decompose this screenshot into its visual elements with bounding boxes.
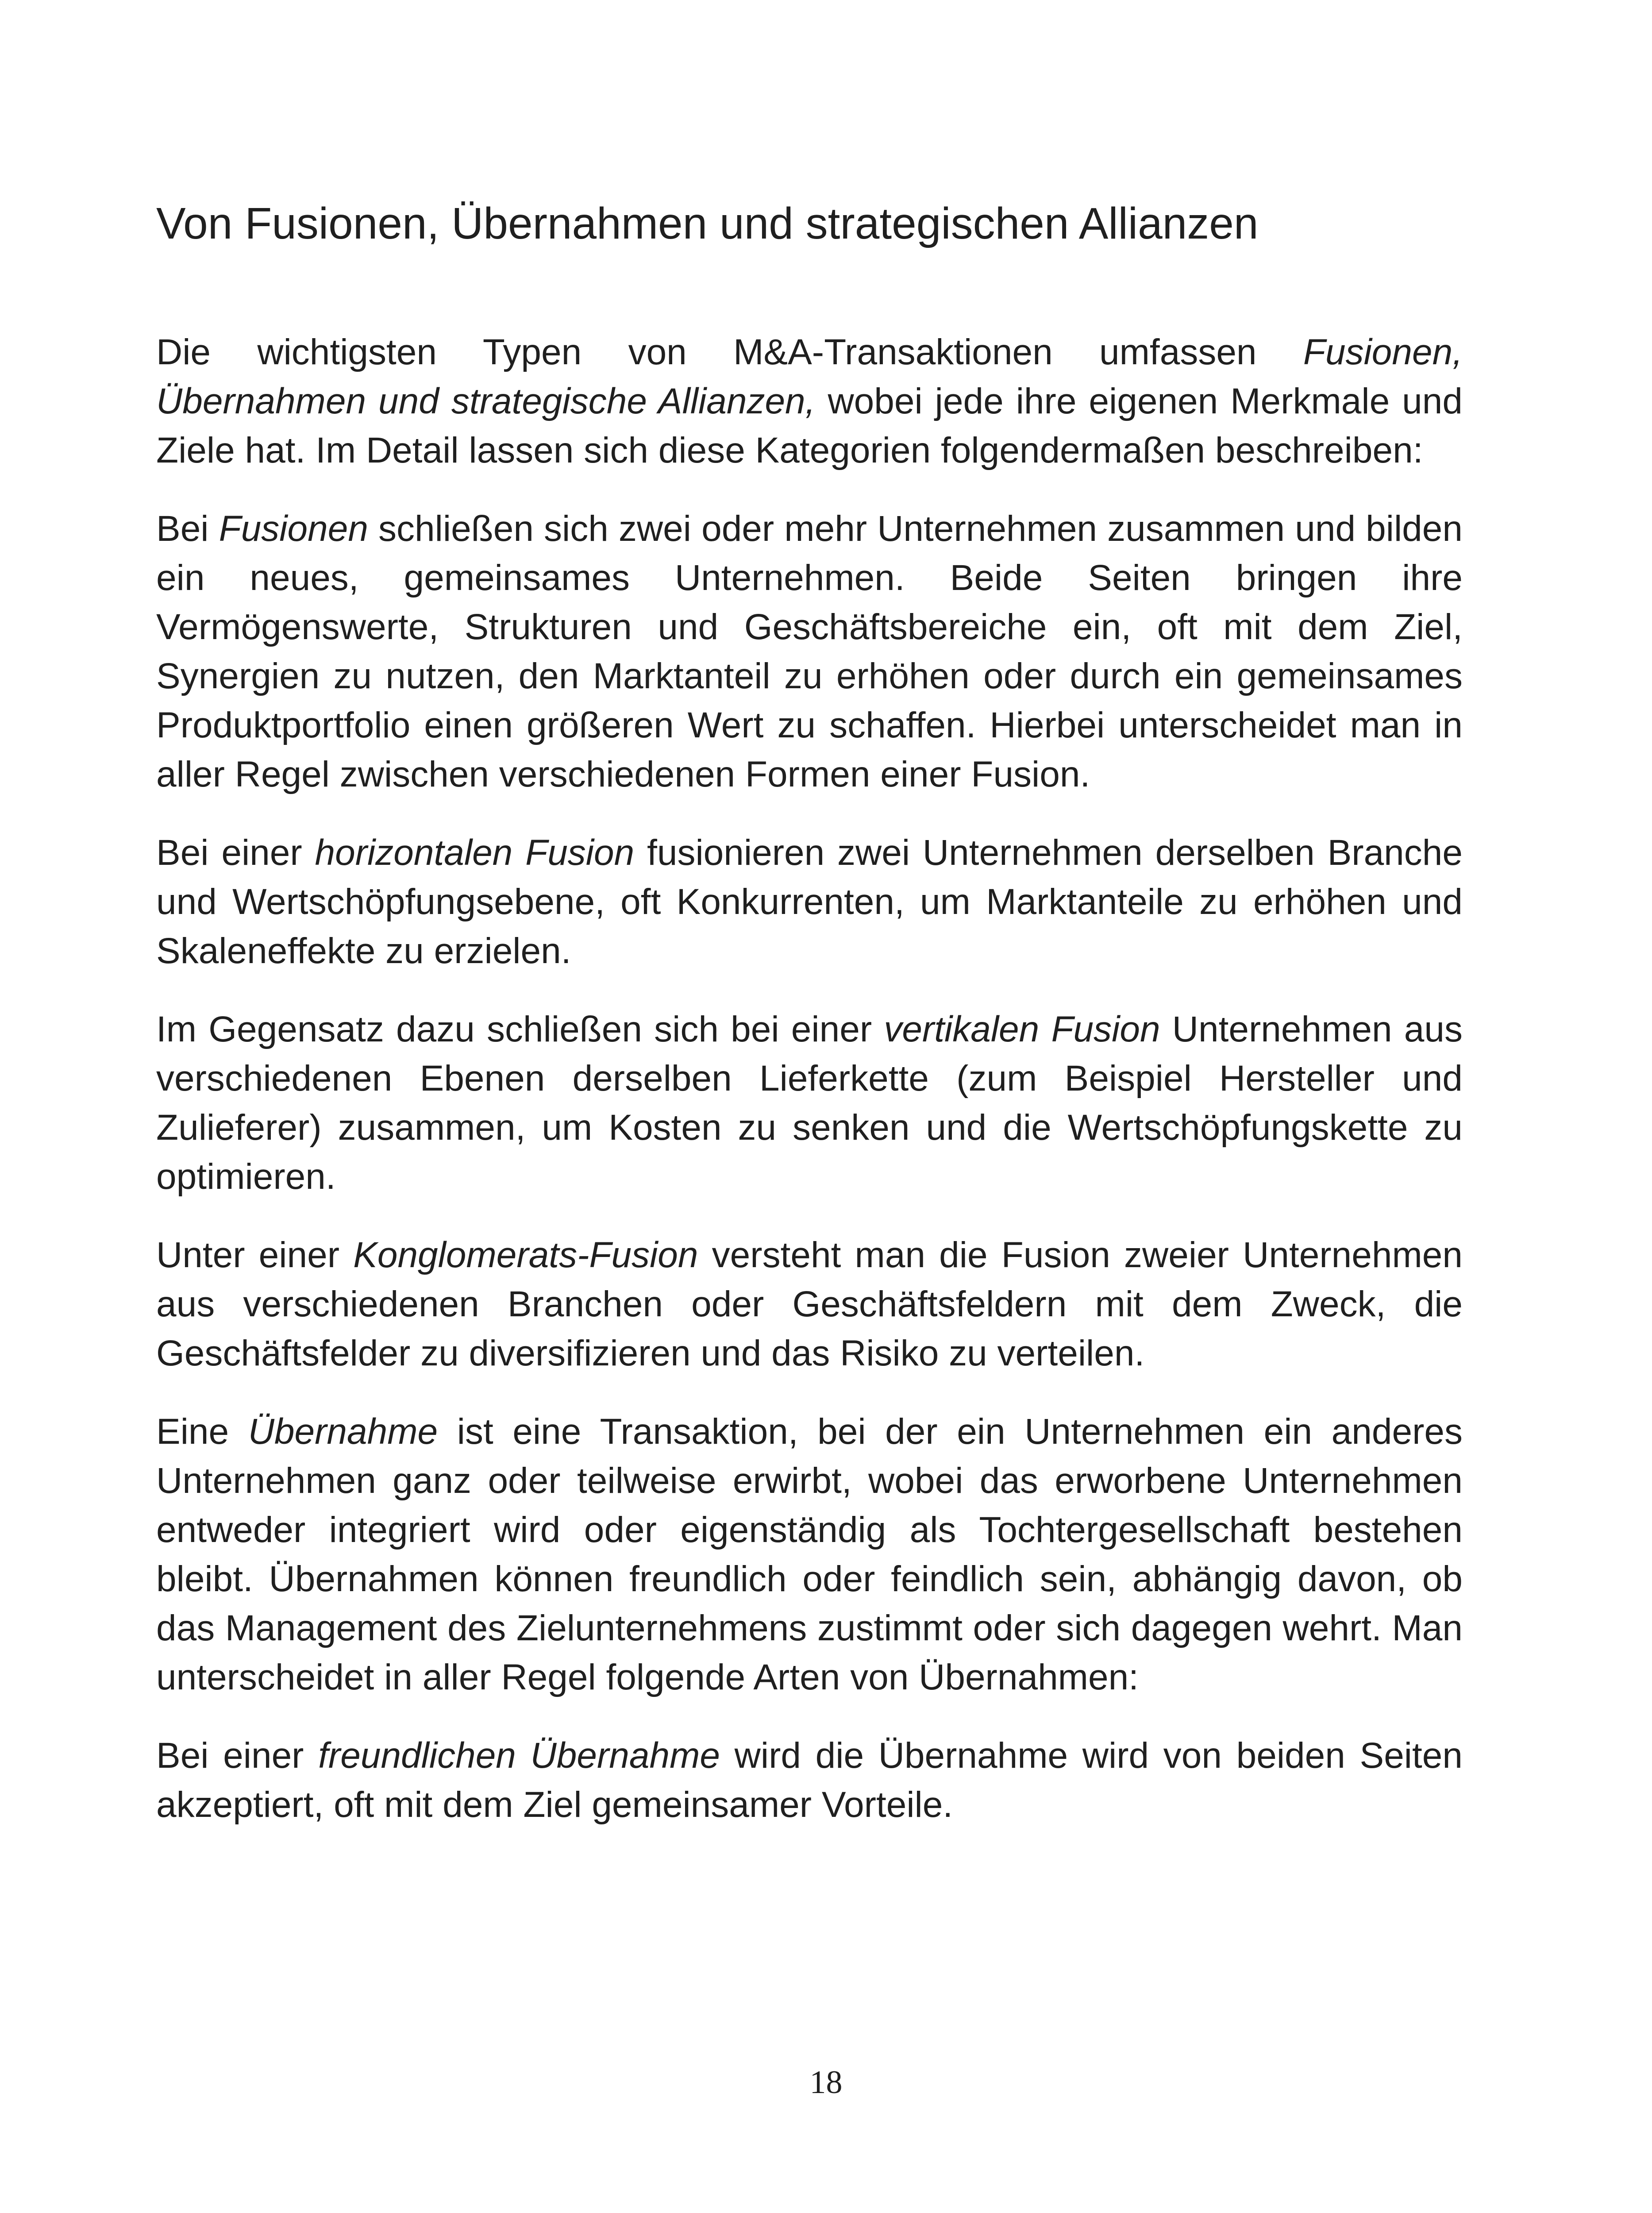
emphasized-term: Übernahme [248,1411,438,1452]
text-run: Bei einer [156,1735,319,1776]
body-text [156,328,1463,1858]
section-heading: Von Fusionen, Übernahmen und strategischen Allianzen [156,199,1259,248]
text-run: fusionieren zwei Unternehmen derselben Branche und Wertschöpfungsebene, oft Konkurrenten, um Marktanteile zu erhöhen und Skaleneffekte zu erzielen. [156,833,1463,971]
paragraph [156,1731,1463,1829]
paragraph [156,328,1463,475]
page-number: 18 [809,2064,843,2101]
emphasized-term: Fusionen [219,509,368,549]
text-run: ist eine Transaktion, bei der ein Unternehmen ein anderes Unternehmen ganz oder teilweise erwirbt, wobei das erworbene Unternehmen entweder integriert wird oder eigenständig als Tochtergesellschaft bestehen bleibt. Übernahmen können freundlich oder feindlich sein, abhängig davon, ob das Management des Zielunternehmens zustimmt oder sich dagegen wehrt. Man unterscheidet in aller Regel folgende Arten von Übernahmen: [156,1411,1463,1697]
text-run: wird die Übernahme wird von beiden Seiten akzeptiert, oft mit dem Ziel gemeinsamer Vorteile. [156,1735,1463,1825]
text-run: Unternehmen aus verschiedenen Ebenen derselben Lieferkette (zum Beispiel Hersteller und Zulieferer) zusammen, um Kosten zu senken und die Wertschöpfungskette zu optimieren. [156,1009,1463,1197]
text-run: Bei einer [156,833,315,873]
emphasized-term: freundlichen Übernahme [318,1735,720,1776]
paragraph [156,504,1463,799]
text-run: Unter einer [156,1235,354,1275]
emphasized-term: Konglomerats-Fusion [353,1235,698,1275]
text-run: schließen sich zwei oder mehr Unternehmen zusammen und bilden ein neues, gemeinsames Unternehmen. Beide Seiten bringen ihre Vermögenswerte, Strukturen und Geschäftsbereiche ein, oft mit dem Ziel, Synergien zu nutzen, den Marktanteil zu erhöhen oder durch ein gemeinsames Produktportfolio einen größeren Wert zu schaffen. Hierbei unterscheidet man in aller Regel zwischen verschiedenen Formen einer Fusion. [156,509,1463,794]
text-run: wobei jede ihre eigenen Merkmale und Ziele hat. Im Detail lassen sich diese Kategorien folgendermaßen beschreiben: [156,381,1463,470]
paragraph [156,1407,1463,1702]
emphasized-term: horizontalen Fusion [315,833,635,873]
paragraph [156,1230,1463,1378]
text-run: Im Gegensatz dazu schließen sich bei einer [156,1009,884,1049]
paragraph [156,1005,1463,1201]
emphasized-term: Fusionen, Übernahmen und strategische Allianzen, [156,332,1463,421]
text-run: Eine [156,1411,248,1452]
paragraph [156,828,1463,975]
text-run: versteht man die Fusion zweier Unternehmen aus verschiedenen Branchen oder Geschäftsfeldern mit dem Zweck, die Geschäftsfelder zu diversifizieren und das Risiko zu verteilen. [156,1235,1463,1373]
text-run: Bei [156,509,219,549]
text-run: Die wichtigsten Typen von M&A-Transaktionen umfassen [156,332,1303,372]
emphasized-term: vertikalen Fusion [884,1009,1160,1049]
